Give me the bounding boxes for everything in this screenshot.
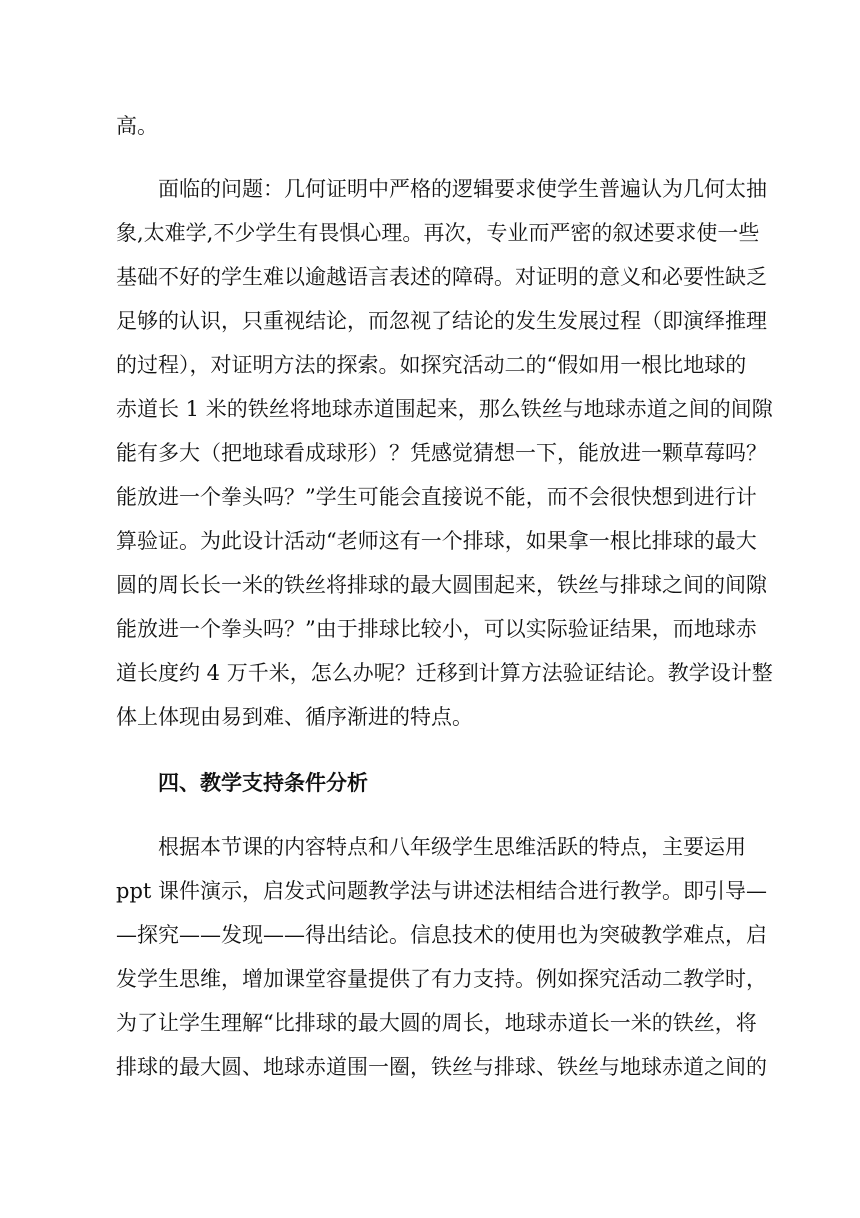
paragraph-line: 象,太难学,不少学生有畏惧心理。再次，专业而严密的叙述要求使一些: [116, 221, 760, 245]
section-heading: 四、教学支持条件分析: [158, 770, 368, 795]
paragraph-line: 的过程），对证明方法的探索。如探究活动二的“假如用一根比地球的: [116, 353, 747, 377]
paragraph-line: 为了让学生理解“比排球的最大圆的周长，地球赤道长一米的铁丝，将: [116, 1011, 757, 1035]
paragraph-line: —探究——发现——得出结论。信息技术的使用也为突破教学难点，启: [116, 923, 767, 947]
paragraph-line: 基础不好的学生难以逾越语言表述的障碍。对证明的意义和必要性缺乏: [116, 265, 767, 289]
paragraph-line: 能有多大（把地球看成球形）？凭感觉猜想一下，能放进一颗草莓吗？: [116, 441, 767, 465]
paragraph-line: ppt 课件演示，启发式问题教学法与讲述法相结合进行教学。即引导—: [116, 879, 767, 903]
paragraph-line: 足够的认识，只重视结论，而忽视了结论的发生发展过程（即演绎推理: [116, 309, 767, 333]
paragraph-line: 赤道长 1 米的铁丝将地球赤道围起来，那么铁丝与地球赤道之间的间隙: [116, 397, 773, 421]
paragraph-line: 能放进一个拳头吗？”由于排球比较小，可以实际验证结果，而地球赤: [116, 617, 757, 641]
paragraph-line: 圆的周长长一米的铁丝将排球的最大圆围起来，铁丝与排球之间的间隙: [116, 573, 767, 597]
paragraph-continuation-line: 高。: [116, 114, 158, 138]
paragraph-line: 根据本节课的内容特点和八年级学生思维活跃的特点，主要运用: [158, 835, 746, 859]
paragraph-line: 发学生思维，增加课堂容量提供了有力支持。例如探究活动二教学时，: [116, 967, 767, 991]
paragraph-line: 能放进一个拳头吗？”学生可能会直接说不能，而不会很快想到进行计: [116, 485, 757, 509]
paragraph-line: 算验证。为此设计活动“老师这有一个排球，如果拿一根比排球的最大: [116, 529, 757, 553]
paragraph-line: 排球的最大圆、地球赤道围一圈，铁丝与排球、铁丝与地球赤道之间的: [116, 1055, 767, 1079]
paragraph-line: 体上体现由易到难、循序渐进的特点。: [116, 705, 473, 729]
paragraph-line: 道长度约 4 万千米，怎么办呢？迁移到计算方法验证结论。教学设计整: [116, 661, 773, 685]
paragraph-line: 面临的问题：几何证明中严格的逻辑要求使学生普遍认为几何太抽: [158, 177, 767, 201]
